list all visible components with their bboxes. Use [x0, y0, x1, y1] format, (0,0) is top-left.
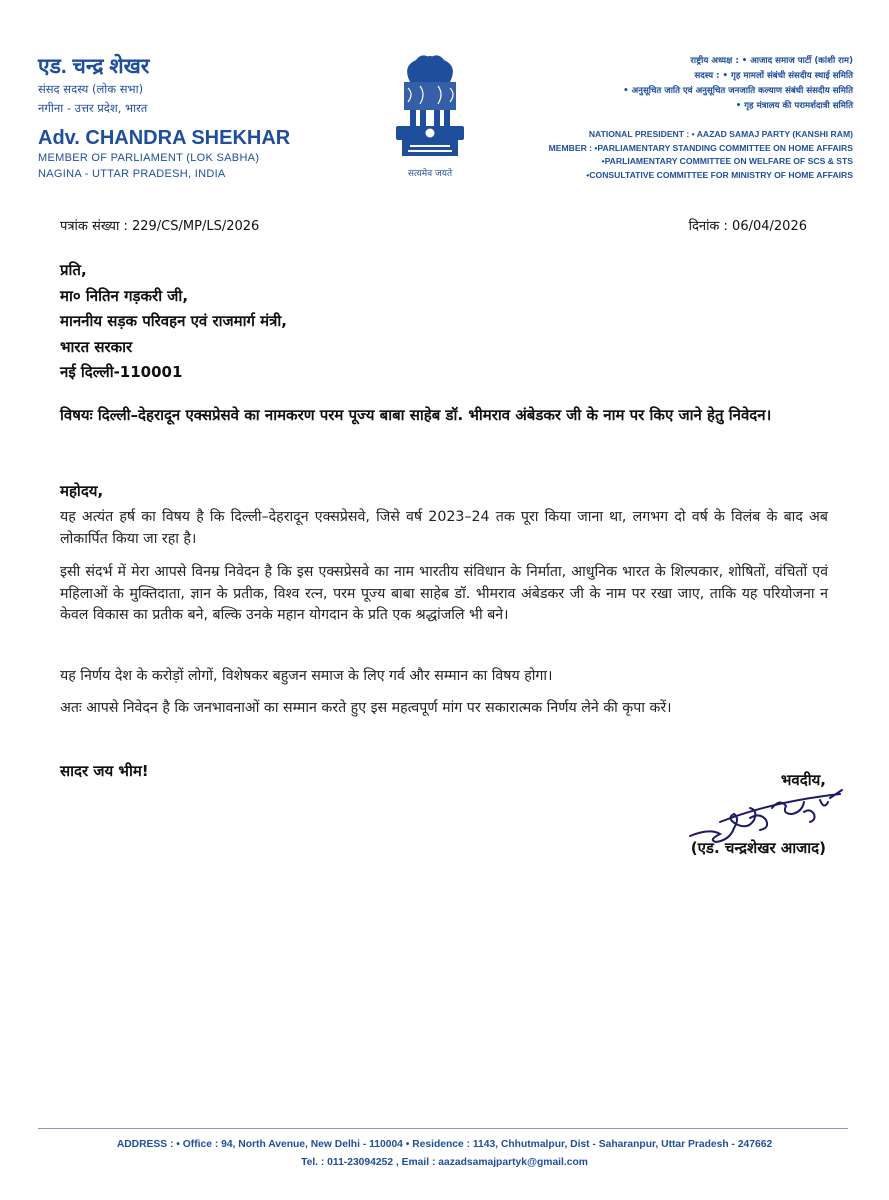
recipient-line: प्रति,: [60, 261, 87, 279]
role-hindi: सदस्य : • गृह मामलों संबंधी संसदीय स्थाई समिति: [694, 71, 853, 81]
national-emblem: [380, 52, 480, 180]
ashoka-lion-emblem-icon: [380, 52, 480, 164]
role-english: NATIONAL PRESIDENT : • AAZAD SAMAJ PARTY (KANSHI RAM): [588, 129, 853, 139]
closing-line: सादर जय भीम!: [60, 762, 149, 780]
reference-number: पत्रांक संख्या : 229/CS/MP/LS/2026: [60, 219, 260, 234]
salutation: महोदय,: [60, 482, 104, 500]
body-paragraph: अतः आपसे निवेदन है कि जनभावनाओं का सम्मान करते हुए इस महत्वपूर्ण मांग पर सकारात्मक निर्णय लेने की कृपा करें।: [60, 700, 672, 716]
recipient-line: मा० नितिन गड़करी जी,: [60, 286, 189, 305]
complimentary-close: भवदीय,: [780, 771, 826, 789]
recipient-line: नई दिल्ली-110001: [60, 363, 183, 381]
sender-name-hindi: एड. चन्द्र शेखर: [38, 55, 150, 78]
sender-name-english: Adv. CHANDRA SHEKHAR: [38, 127, 291, 149]
letterhead-right: [493, 54, 853, 182]
letter-date: दिनांक : 06/04/2026: [688, 219, 807, 234]
footer-address: ADDRESS : • Office : 94, North Avenue, New Delhi - 110004 • Residence : 1143, Chhutmalpur, Dist - Saharanpur, Uttar Pradesh - 247662: [116, 1139, 773, 1150]
sender-title-hindi: संसद सदस्य (लोक सभा): [38, 82, 144, 96]
footer-divider: [38, 1128, 848, 1129]
recipient-line: भारत सरकार: [60, 337, 133, 356]
role-english: MEMBER : •PARLIAMENTARY STANDING COMMITTEE ON HOME AFFAIRS: [548, 142, 853, 153]
role-hindi: • गृह मंत्रालय की परामर्शदात्री समिति: [735, 101, 853, 111]
body-paragraph: यह अत्यंत हर्ष का विषय है कि दिल्ली–देहरादून एक्सप्रेसवे, जिसे वर्ष 2023–24 तक पूरा किया जाना था, लगभग दो वर्ष के विलंब के बाद अब लोकार्पित किया जा रहा है।: [60, 509, 828, 547]
sender-place-english: NAGINA - UTTAR PRADESH, INDIA: [38, 168, 226, 180]
body-paragraph: इसी संदर्भ में मेरा आपसे विनम्र निवेदन है कि इस एक्सप्रेसवे का नाम भारतीय संविधान के निर्माता, आधुनिक भारत के शिल्पकार, शोषितों, वंचितों एवं महिलाओं के मुक्तिदाता, ज्ञान के प्रतीक, विश्व रत्न, परम पूज्य बाबा साहेब डॉ. भीमराव अंबेडकर जी के नाम पर रखा जाए, ताकि यह परियोजना न केवल विकास का प्रतीक बने, बल्कि उनके महान योगदान के प्रति एक श्रद्धांजलि भी बने।: [60, 564, 828, 623]
sender-title-english: MEMBER OF PARLIAMENT (LOK SABHA): [38, 152, 260, 164]
emblem-motto: सत्यमेव जयते: [407, 169, 453, 179]
letterhead-left: [38, 54, 338, 182]
role-hindi: • अनुसूचित जाति एवं अनुसूचित जनजाति कल्याण संबंधी संसदीय समिति: [623, 86, 853, 96]
sender-place-hindi: नगीना - उत्तर प्रदेश, भारत: [38, 101, 148, 115]
recipient-block: [60, 258, 287, 386]
signatory-name: (एड. चन्द्रशेखर आजाद): [690, 839, 826, 857]
role-english: •PARLIAMENTARY COMMITTEE ON WELFARE OF SCS & STS: [601, 156, 853, 166]
recipient-line: माननीय सड़क परिवहन एवं राजमार्ग मंत्री,: [60, 312, 287, 330]
footer-contact: Tel. : 011-23094252 , Email : aazadsamajpartyk@gmail.com: [301, 1157, 588, 1168]
subject-line: विषयः दिल्ली–देहरादून एक्सप्रेसवे का नामकरण परम पूज्य बाबा साहेब डॉ. भीमराव अंबेडकर जी के नाम पर किए जाने हेतु निवेदन।: [60, 406, 772, 424]
role-hindi: राष्ट्रीय अध्यक्ष : • आजाद समाज पार्टी (कांशी राम): [690, 56, 853, 66]
body-paragraph: यह निर्णय देश के करोड़ों लोगों, विशेषकर बहुजन समाज के लिए गर्व और सम्मान का विषय होगा।: [60, 668, 553, 684]
role-english: •CONSULTATIVE COMMITTEE FOR MINISTRY OF HOME AFFAIRS: [586, 169, 853, 180]
